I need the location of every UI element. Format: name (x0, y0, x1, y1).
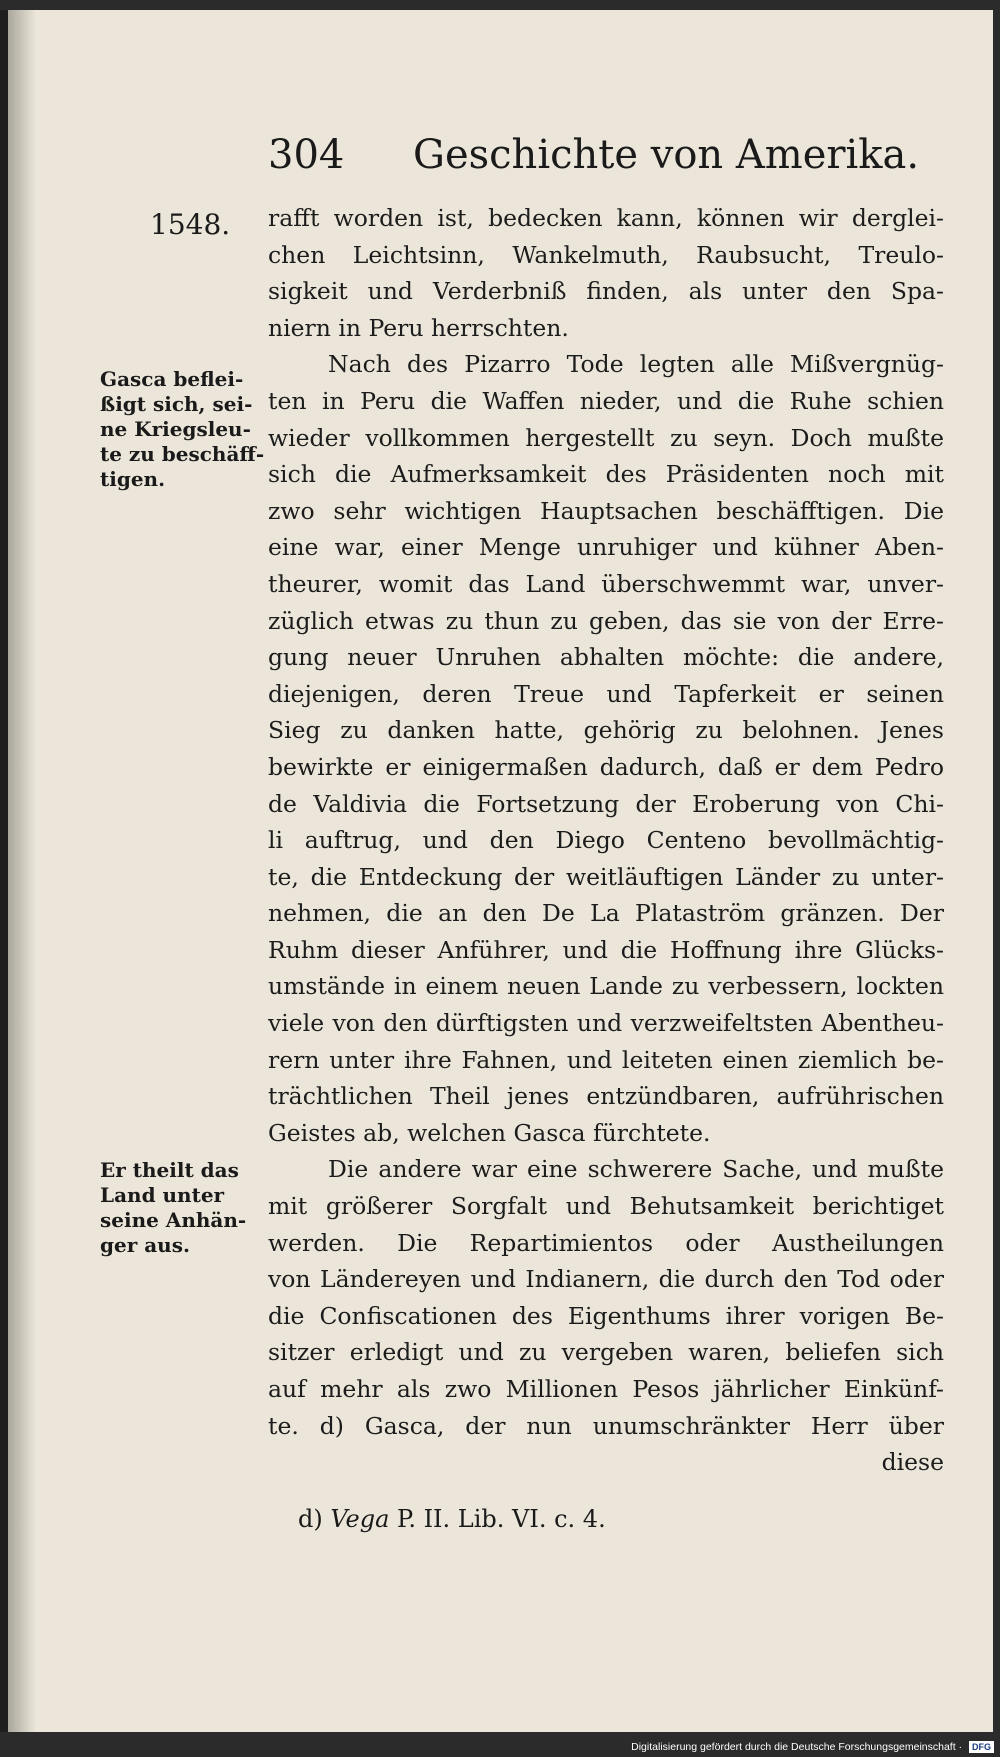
footnote-reference: P. II. Lib. VI. c. 4. (397, 1505, 606, 1533)
sidenote-line: tigen. (100, 467, 166, 491)
sidenote-line: Land unter (100, 1183, 225, 1207)
sidenote-line: ne Kriegsleu- (100, 417, 251, 441)
text-line: de Valdivia die Fortsetzung der Eroberung von Chi- (268, 789, 944, 818)
margin-year: 1548. (150, 208, 231, 241)
footnote (298, 1505, 606, 1533)
text-line: Sieg zu danken hatte, gehörig zu belohnen. Jenes (268, 716, 944, 745)
page-number: 304 (268, 132, 345, 178)
footnote-author: Vega (330, 1505, 390, 1533)
dfg-logo: DFG (969, 1741, 994, 1753)
gutter-shadow (8, 10, 36, 1732)
sidenote-line: seine Anhän- (100, 1208, 247, 1232)
text-line: Die andere war eine schwerere Sache, und mußte (328, 1155, 944, 1184)
text-line: umstände in einem neuen Lande zu verbessern, lockten (268, 972, 944, 1001)
sidenote-line: Gasca beflei- (100, 367, 244, 391)
text-line: züglich etwas zu thun zu geben, das sie von der Erre- (268, 606, 944, 635)
text-line: gung neuer Unruhen abhalten möchte: die andere, (268, 643, 944, 672)
body-text (268, 200, 944, 1481)
text-line: nehmen, die an den De La Plataström gränzen. Der (268, 899, 944, 928)
text-line: von Ländereyen und Indianern, die durch den Tod oder (268, 1265, 944, 1294)
text-line: sigkeit und Verderbniß finden, als unter den Spa- (268, 277, 944, 306)
sidenote-line: ßigt sich, sei- (100, 392, 253, 416)
text-line: mit größerer Sorgfalt und Behutsamkeit berichtiget (268, 1192, 944, 1221)
text-line: ten in Peru die Waffen nieder, und die Ruhe schien (268, 386, 944, 415)
digitization-credit: Digitalisierung gefördert durch die Deutsche Forschungsgemeinschaft · DFG (631, 1741, 994, 1753)
sidenote-line: ger aus. (100, 1233, 190, 1257)
sidenote-line: te zu beschäff- (100, 442, 265, 466)
text-line: trächtlichen Theil jenes entzündbaren, aufrührischen (268, 1082, 944, 1111)
text-line: rern unter ihre Fahnen, und leiteten einen ziemlich be- (268, 1045, 944, 1074)
sidenote-land (100, 1158, 270, 1258)
text-line: niern in Peru herrschten. (268, 313, 569, 342)
text-line: viele von den dürftigsten und verzweifeltsten Abentheu- (268, 1009, 944, 1038)
text-line: Ruhm dieser Anführer, und die Hoffnung ihre Glücks- (268, 935, 944, 964)
text-line: bewirkte er einigermaßen dadurch, daß er dem Pedro (268, 752, 944, 781)
text-line: Geistes ab, welchen Gasca fürchtete. (268, 1118, 711, 1147)
text-line: auf mehr als zwo Millionen Pesos jährlicher Einkünf- (268, 1375, 944, 1403)
book-page (0, 10, 993, 1732)
text-line: werden. Die Repartimientos oder Austheilungen (268, 1228, 944, 1257)
running-title: Geschichte von Amerika. (413, 132, 920, 178)
text-line: die Confiscationen des Eigenthums ihrer vorigen Be- (268, 1301, 944, 1330)
text-line: sitzer erledigt und zu vergeben waren, beliefen sich (268, 1338, 944, 1367)
text-line: wieder vollkommen hergestellt zu seyn. Doch mußte (268, 423, 944, 452)
sidenote-gasca (100, 367, 270, 492)
catchword: diese (881, 1448, 944, 1477)
text-line: chen Leichtsinn, Wankelmuth, Raubsucht, Treulo- (268, 240, 944, 269)
text-line: theurer, womit das Land überschwemmt war, unver- (268, 569, 944, 598)
text-line: te, die Entdeckung der weitläuftigen Länder zu unter- (268, 862, 944, 891)
page-header (268, 128, 920, 188)
text-line: zwo sehr wichtigen Hauptsachen beschäfftigen. Die (268, 496, 944, 525)
text-line: Nach des Pizarro Tode legten alle Mißvergnüg- (328, 350, 944, 379)
footnote-marker: d) (298, 1505, 323, 1533)
text-line: diejenigen, deren Treue und Tapferkeit er seinen (268, 679, 944, 708)
text-line: li auftrug, und den Diego Centeno bevollmächtig- (268, 826, 944, 855)
text-line: eine war, einer Menge unruhiger und kühner Aben- (268, 533, 944, 562)
sidenote-line: Er theilt das (100, 1158, 239, 1182)
text-line: sich die Aufmerksamkeit des Präsidenten noch mit (268, 460, 944, 489)
text-line: te. d) Gasca, der nun unumschränkter Herr über (268, 1411, 944, 1440)
credit-text: Digitalisierung gefördert durch die Deutsche Forschungsgemeinschaft (631, 1740, 956, 1753)
text-line: rafft worden ist, bedecken kann, können wir derglei- (268, 204, 944, 232)
